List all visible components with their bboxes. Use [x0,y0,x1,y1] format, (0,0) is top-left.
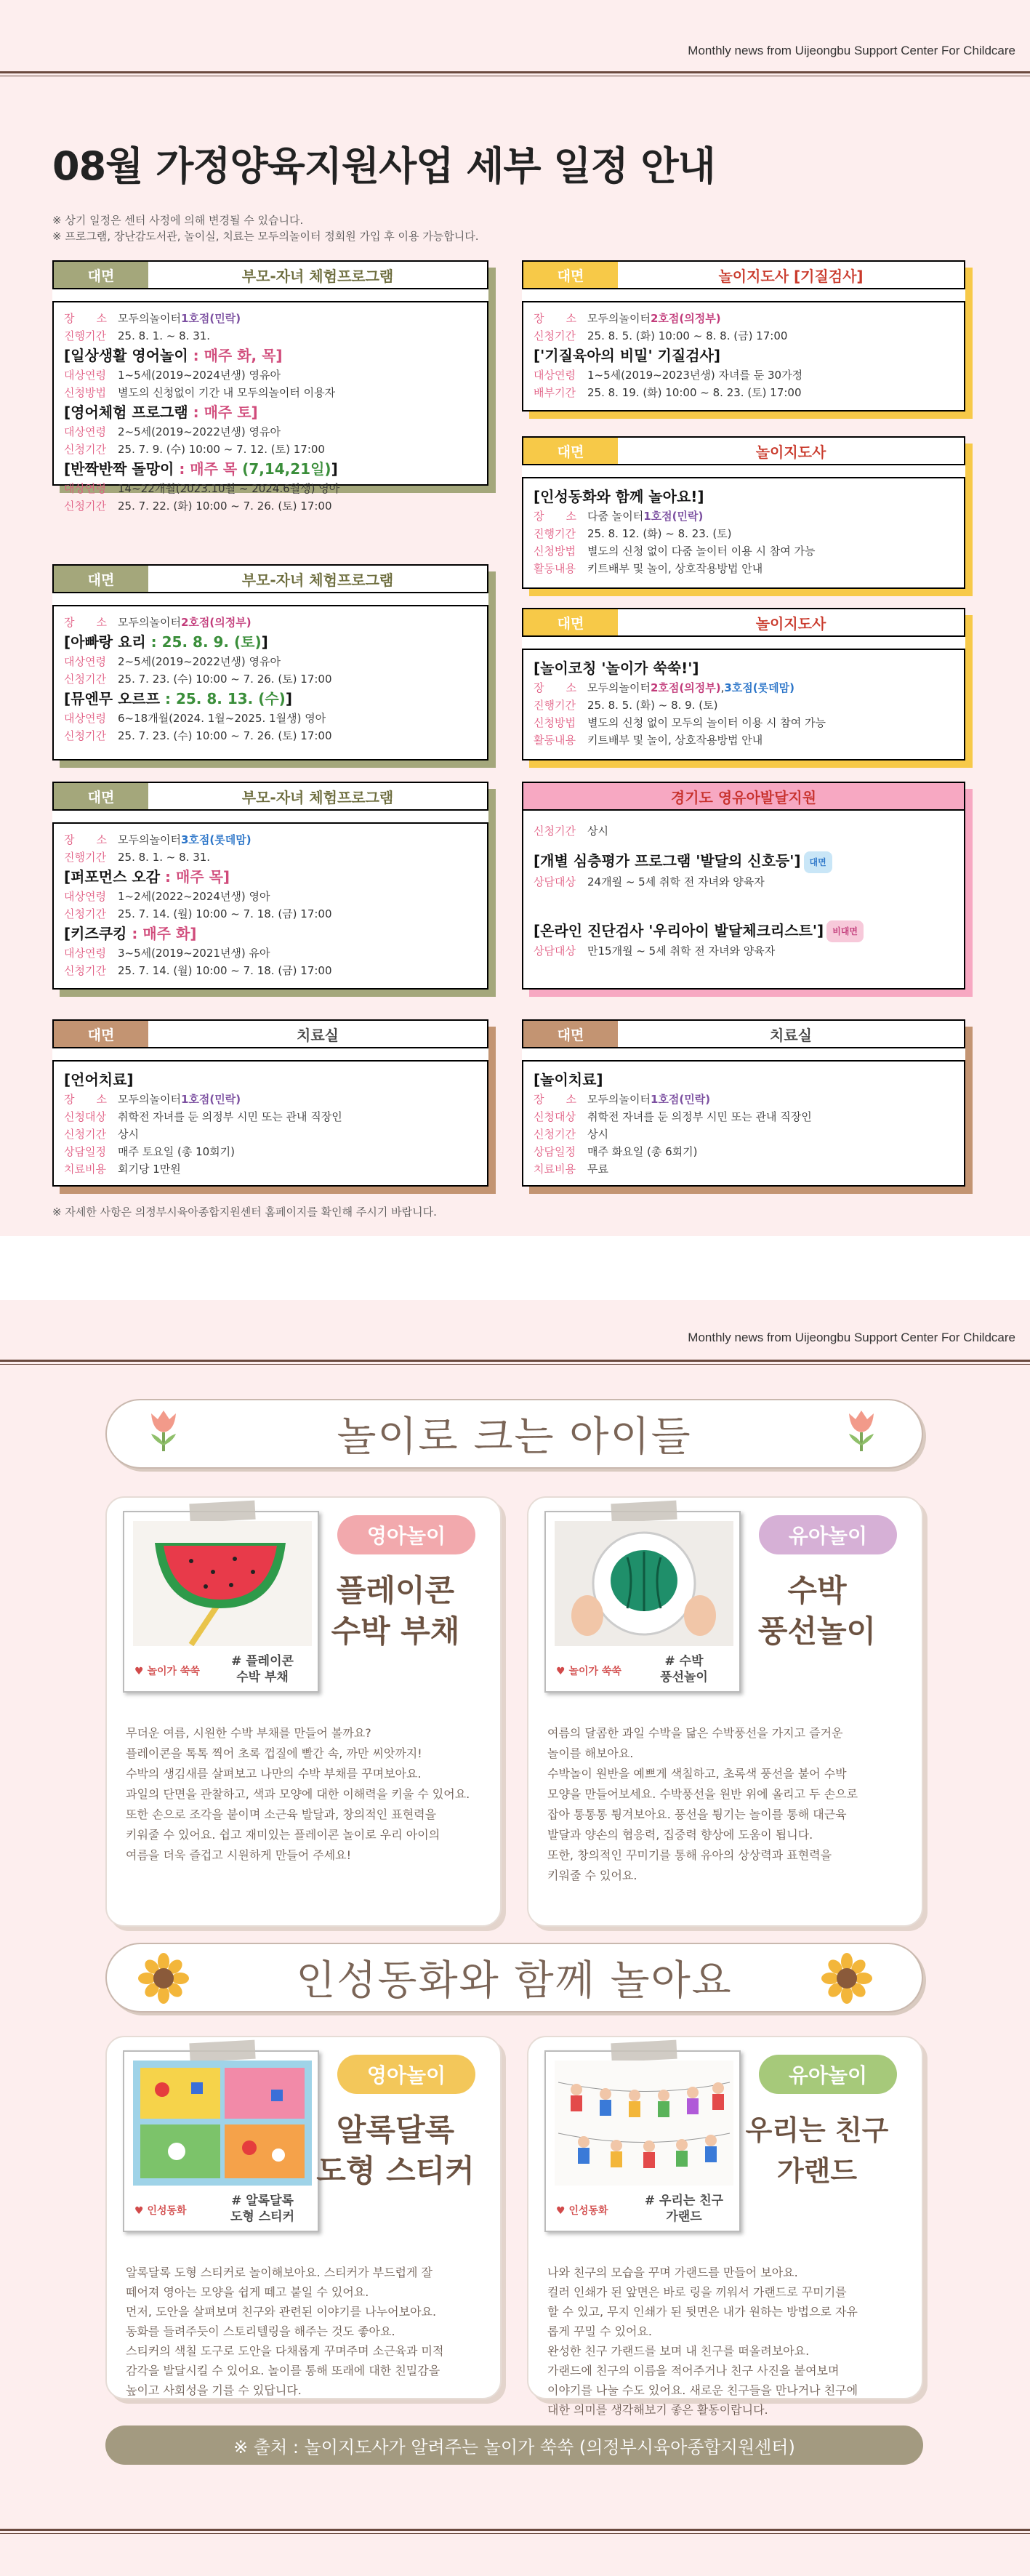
banner-story: 인성동화와 함께 놀아요 [105,1943,923,2013]
garland-image [555,2061,733,2186]
activity-card-watermelon-fan [105,1496,502,1927]
activity-title: 알록달록 도형 스티커 [316,2112,475,2188]
card-play-coaching: 대면 놀이지도사 [놀이코칭 '놀이가 쑥쑥!'] 장 소 모두의놀이터 2호점(의정부) , 3호점(롯데맘) 진행기간 25. 8. 5. (화) ~ 8. 9. (토) 신청방법 별도의 신청 없이 모두의 놀이터 이용 시 참여 가능 활동내용 키트배부 및 놀이, 상호작용방법 안내 [522,608,965,761]
activity-title: 플레이콘 수박 부채 [331,1573,460,1649]
activity-photo [544,2050,741,2232]
program-title: [반짝반짝 돌망이 : 매주 목 (7,14,21일)] [64,460,338,478]
target-value: 6~18개월(2024. 1월~2025. 1월생) 영아 [118,712,326,725]
activity-card-watermelon-balloon [527,1496,923,1927]
mode-label: 대면 [523,609,618,635]
category-label: 치료실 [148,1021,487,1047]
program-title: [언어치료] [64,1071,134,1088]
signup-value: 25. 7. 22. (화) 10:00 ~ 7. 26. (토) 17:00 [118,499,332,513]
target-value: 2~5세(2019~2022년생) 영유아 [118,425,281,438]
card-english-program: 대면 부모-자녀 체험프로그램 장 소 모두의놀이터 1호점(민락) 진행기간 25. 8. 1. ~ 8. 31. [일상생활 영어놀이 : 매주 화, 목] 대상연령 1~5세(2019~2024년생) 영유아 신청방법 별도의 신청없이 기간 내 모두의놀이터 이용자 [영어체험 프로그램 : 매주 토] 대상연령 2~5세(2019~2022년생) 영유아 신청기간 25. 7. 9. (수) 10:00 ~ 7. 12. (토) 17:00 [반짝반짝 돌망이 : 매주 목 (7,14,21일)] 대상연령 14~22개월(2023.10월 ~ 2024.6월생) 영아 신청기간 25. 7. 22. (화) 10:00 ~ 7. 26. (토) 17:00 [52,260,488,486]
period-key: 진행기간 [64,329,106,342]
page-title: 08월 가정양육지원사업 세부 일정 안내 [52,143,715,189]
tape-decoration [189,1501,255,1523]
category-label: 부모-자녀 체험프로그램 [148,262,487,288]
activity-photo [544,1511,741,1693]
header-divider [0,71,1030,73]
tag-in-person: 대면 [804,851,832,873]
page-gap [0,1236,1030,1300]
activity-card-friend-garland [527,2036,923,2417]
card-story-play: 대면 놀이지도사 [인성동화와 함께 놀아요!] 장 소 다줌 놀이터 1호점(민락) 진행기간 25. 8. 12. (화) ~ 8. 23. (토) 신청방법 별도의 신청 없이 다줌 놀이터 이용 시 참여 가능 활동내용 키트배부 및 놀이, 상호작용방법 안내 [522,436,965,589]
category-label: 치료실 [618,1021,964,1047]
brand-logo: ♥ 놀이가 쑥쑥 [556,1666,621,1677]
activity-title: 우리는 친구 가랜드 [745,2114,889,2187]
activity-photo [123,2050,319,2232]
apply-key: 신청방법 [64,386,106,399]
place-key: 장 소 [64,312,107,325]
target-value: 2~5세(2019~2022년생) 영유아 [118,655,281,668]
mode-label: 대면 [54,1021,148,1047]
place-branch: 1호점(민락) [180,312,241,325]
target-value: 1~5세(2019~2024년생) 영유아 [118,369,281,382]
activity-description: 나와 친구의 모습을 꾸며 가랜드를 만들어 보아요. 컬러 인쇄가 된 앞면은 바로 링을 끼워서 가랜드로 꾸미기를 할 수 있고, 무지 인쇄가 된 뒷면은 내가 원하는 방법으로 자유 롭게 꾸밀 수 있어요. 완성한 친구 가랜드를 보며 내 친구를 떠올려보아요. 가랜드에 친구의 이름을 적어주거나 친구 사진을 붙여보며 이야기를 나눌 수도 있어요. 새로운 친구들을 만나거나 친구에 대한 의미를 생각해보기 좋은 활동이랍니다. [547,2266,858,2417]
card-cooking-program: 대면 부모-자녀 체험프로그램 장 소 모두의놀이터 2호점(의정부) [아빠랑 요리 : 25. 8. 9. (토)] 대상연령 2~5세(2019~2022년생) 영유아 신청기간 25. 7. 23. (수) 10:00 ~ 7. 26. (토) 17:00 [뮤엔무 오르프 : 25. 8. 13. (수)] 대상연령 6~18개월(2024. 1월~2025. 1월생) 영아 신청기간 25. 7. 23. (수) 10:00 ~ 7. 26. (토) 17:00 [52,564,488,761]
schedule-page [0,0,1030,1236]
program-title: [키즈쿠킹 : 매주 화] [64,925,197,942]
card-play-therapy: 대면 치료실 [놀이치료] 장 소 모두의놀이터 1호점(민락) 신청대상 취학전 자녀를 둔 의정부 시민 또는 관내 직장인 신청기간 상시 상담일정 매주 화요일 (총 6회기) 치료비용 무료 [522,1019,965,1187]
tape-decoration [189,2040,255,2063]
period-value: 25. 8. 1. ~ 8. 31. [118,329,211,342]
note-2: ※ 프로그램, 장난감도서관, 놀이실, 치료는 모두의놀이터 정회원 가입 후 이용 가능합니다. [52,230,479,243]
category-label: 놀이지도사 [618,609,964,635]
badge-infant: 영아놀이 [337,2055,475,2094]
card-sensory-program: 대면 부모-자녀 체험프로그램 장 소 모두의놀이터 3호점(롯데맘) 진행기간 25. 8. 1. ~ 8. 31. [퍼포먼스 오감 : 매주 목] 대상연령 1~2세(2022~2024년생) 영아 신청기간 25. 7. 14. (월) 10:00 ~ 7. 18. (금) 17:00 [키즈쿠킹 : 매주 화] 대상연령 3~5세(2019~2021년생) 유아 신청기간 25. 7. 14. (월) 10:00 ~ 7. 18. (금) 17:00 [52,782,488,990]
photo-caption: # 우리는 친구 가랜드 [644,2194,724,2224]
activity-description: 여름의 달콤한 과일 수박을 닮은 수박풍선을 가지고 즐거운 놀이를 해보아요. 수박놀이 원반을 예쁘게 색칠하고, 초록색 풍선을 불어 수박 모양을 만들어보세요. 수박풍선을 원반 위에 올리고 두 손으로 잡아 통통통 튕겨보아요. 풍선을 튕기는 놀이를 통해 대근육 발달과 양손의 협응력, 집중력 향상에 도움이 됩니다. 또한, 창의적인 꾸미기를 통해 유아의 상상력과 표현력을 키워줄 수 있어요. [547,1726,858,1882]
badge-toddler: 유아놀이 [759,1515,897,1554]
badge-toddler: 유아놀이 [759,2055,897,2094]
place-branch: 2호점(의정부) [180,616,252,629]
program-title: [개별 심층평가 프로그램 '발달의 신호등'] 대면 [534,850,954,873]
notes [52,212,478,244]
watermelon-balloon-image [555,1521,733,1646]
sunflower-icon [138,1953,189,2004]
brand-logo: ♥ 인성동화 [556,2205,608,2217]
activity-description: 알록달록 도형 스티커로 놀이해보아요. 스티커가 부드럽게 잘 떼어져 영아는 모양을 쉽게 떼고 붙일 수 있어요. 먼저, 도안을 살펴보며 친구와 관련된 이야기를 나누어보아요. 동화를 들려주듯이 스토리텔링을 해주는 것도 좋아요. 스티커의 색칠 도구로 도안을 다채롭게 꾸며주며 소근육과 미적 감각을 발달시킬 수 있어요. 놀이를 통해 또래에 대한 친밀감을 높이고 사회성을 기를 수 있답니다. [126,2266,444,2397]
category-label: 놀이지도사 [기질검사] [618,262,964,288]
photo-caption: # 플레이콘 수박 부채 [231,1654,294,1685]
brand-logo: ♥ 놀이가 쑥쑥 [134,1666,200,1677]
watermelon-fan-image [133,1521,312,1646]
place-value: 모두의놀이터 [118,312,181,325]
program-title: [아빠랑 요리 : 25. 8. 9. (토)] [64,633,268,651]
mode-label: 대면 [523,1021,618,1047]
target-key: 대상연령 [64,369,106,382]
category-label: 부모-자녀 체험프로그램 [148,783,487,809]
place-branch: 3호점(롯데맘) [180,833,252,846]
mode-label: 대면 [54,566,148,592]
header-text: Monthly news from Uijeongbu Support Center For Childcare [688,1331,1015,1344]
program-title: [놀이치료] [534,1071,603,1088]
signup-value: 25. 7. 23. (수) 10:00 ~ 7. 26. (토) 17:00 [118,729,332,742]
mode-label: 대면 [523,438,618,464]
card-development-support: 경기도 영유아발달지원 신청기간 상시 [개별 심층평가 프로그램 '발달의 신호등'] 대면 상담대상 24개월 ~ 5세 취학 전 자녀와 양육자 [온라인 진단검사 '우리아이 발달체크리스트'] 비대면 상담대상 만15개월 ~ 5세 취학 전 자녀와 양육자 [522,782,965,990]
mode-label: 대면 [54,262,148,288]
category-label: 부모-자녀 체험프로그램 [148,566,487,592]
program-title: [인성동화와 함께 놀아요!] [534,488,704,505]
activity-card-shape-stickers [105,2036,502,2399]
program-title: ['기질육아의 비밀' 기질검사] [534,347,720,364]
photo-caption: # 알록달록 도형 스티커 [230,2194,295,2224]
card-header [52,260,488,289]
mode-label: 대면 [54,783,148,809]
photo-caption: # 수박 풍선놀이 [660,1654,708,1685]
category-label: 놀이지도사 [618,438,964,464]
apply-value: 별도의 신청없이 기간 내 모두의놀이터 이용자 [118,386,336,399]
category-label: 경기도 영유아발달지원 [523,783,964,809]
program-title: [뮤엔무 오르프 : 25. 8. 13. (수)] [64,690,292,707]
program-title: [일상생활 영어놀이 : 매주 화, 목] [64,347,283,364]
tulip-icon [138,1403,189,1454]
signup-value: 25. 7. 23. (수) 10:00 ~ 7. 26. (토) 17:00 [118,673,332,686]
sunflower-icon [821,1953,872,2004]
target-value: 14~22개월(2023.10월 ~ 2024.6월생) 영아 [118,482,340,495]
tape-decoration [611,2040,677,2063]
signup-value: 25. 7. 9. (수) 10:00 ~ 7. 12. (토) 17:00 [118,443,325,456]
program-title: [온라인 진단검사 '우리아이 발달체크리스트'] 비대면 [534,920,954,943]
activity-title: 수박 풍선놀이 [757,1573,877,1649]
footnote: ※ 자세한 사항은 의정부시육아종합지원센터 홈페이지를 확인해 주시기 바랍니다. [52,1205,437,1219]
program-title: [영어체험 프로그램 : 매주 토] [64,404,258,421]
sticker-sheet-image [133,2061,312,2186]
program-title: [퍼포먼스 오감 : 매주 목] [64,868,230,886]
brand-logo: ♥ 인성동화 [134,2205,187,2217]
tape-decoration [611,1501,677,1523]
header-divider [0,1360,1030,1362]
tag-online: 비대면 [826,920,864,942]
header-text: Monthly news from Uijeongbu Support Center For Childcare [688,44,1015,57]
card-temperament-test: 대면 놀이지도사 [기질검사] 장 소 모두의놀이터 2호점(의정부) 신청기간 25. 8. 5. (화) 10:00 ~ 8. 8. (금) 17:00 ['기질육아의 비밀' 기질검사] 대상연령 1~5세(2019~2023년생) 자녀를 둔 30가정 배부기간 25. 8. 19. (화) 10:00 ~ 8. 23. (토) 17:00 [522,260,965,412]
activity-photo [123,1511,319,1693]
badge-infant: 영아놀이 [337,1515,475,1554]
source-credit: ※ 출처 : 놀이지도사가 알려주는 놀이가 쑥쑥 (의정부시육아종합지원센터) [105,2425,923,2465]
tulip-icon [836,1403,887,1454]
activity-description: 무더운 여름, 시원한 수박 부채를 만들어 볼까요? 플레이콘을 톡톡 찍어 초록 껍질에 빨간 속, 까만 씨앗까지! 수박의 생김새를 살펴보고 나만의 수박 부채를 꾸며보아요. 과일의 단면을 관찰하고, 색과 모양에 대한 이해력을 키울 수 있어요. 또한 손으로 조각을 붙이며 소근육 발달과, 창의적인 표현력을 키워줄 수 있어요. 쉽고 재미있는 플레이콘 놀이로 우리 아이의 여름을 더욱 즐겁고 시원하게 만들어 주세요! [126,1726,470,1862]
footer-divider [0,2529,1030,2531]
note-1: ※ 상기 일정은 센터 사정에 의해 변경될 수 있습니다. [52,214,304,227]
card-speech-therapy: 대면 치료실 [언어치료] 장 소 모두의놀이터 1호점(민락) 신청대상 취학전 자녀를 둔 의정부 시민 또는 관내 직장인 신청기간 상시 상담일정 매주 토요일 (총 10회기) 치료비용 회기당 1만원 [52,1019,488,1187]
footer-divider-thin [0,2533,1030,2534]
banner-play: 놀이로 크는 아이들 [105,1399,923,1469]
header-divider-thin [0,1364,1030,1365]
mode-label: 대면 [523,262,618,288]
program-title: [놀이코칭 '놀이가 쑥쑥!'] [534,659,699,677]
